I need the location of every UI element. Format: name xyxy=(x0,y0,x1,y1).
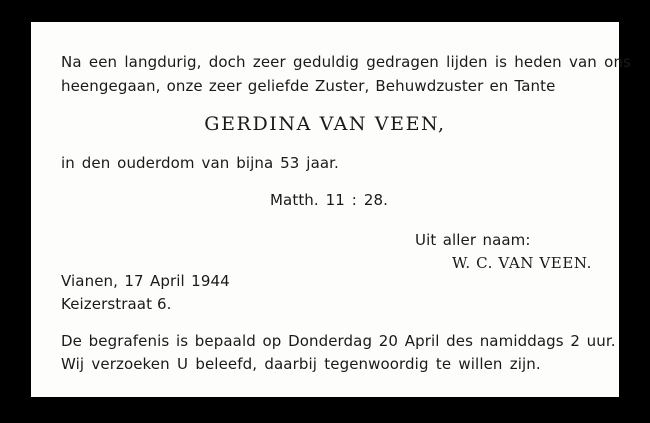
deceased-name: GERDINA VAN VEEN, xyxy=(204,113,446,135)
death-notice-card xyxy=(31,22,631,397)
signature-name: W. C. VAN VEEN. xyxy=(452,254,593,272)
bible-verse: Matth. 11 : 28. xyxy=(270,191,388,209)
place-date: Vianen, 17 April 1944 xyxy=(61,272,230,290)
announcement-line-1: Na een langdurig, doch zeer geduldig gedragen lijden is heden van ons xyxy=(61,53,631,71)
signature-label: Uit aller naam: xyxy=(415,231,531,249)
funeral-line-2: Wij verzoeken U beleefd, daarbij tegenwoordig te willen zijn. xyxy=(61,355,541,373)
age-line: in den ouderdom van bijna 53 jaar. xyxy=(61,154,339,172)
address: Keizerstraat 6. xyxy=(61,295,172,313)
announcement-line-2: heengegaan, onze zeer geliefde Zuster, Behuwdzuster en Tante xyxy=(61,77,556,95)
funeral-line-1: De begrafenis is bepaald op Donderdag 20 April des namiddags 2 uur. xyxy=(61,332,616,350)
